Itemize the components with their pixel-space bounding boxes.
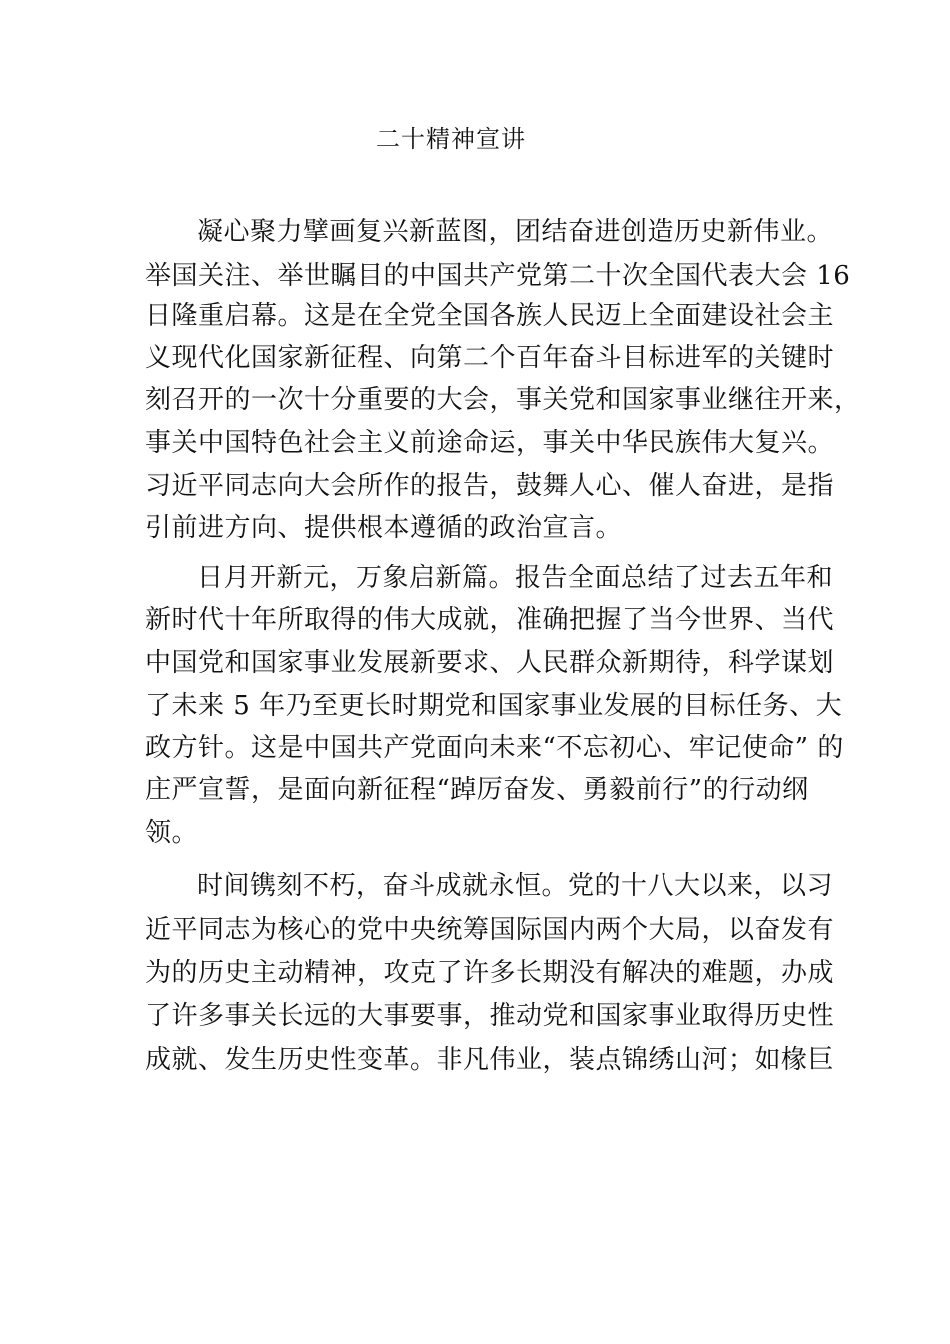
text-line-18: 为的历史主动精神，攻克了许多长期没有解决的难题，办成 <box>145 958 835 988</box>
text-line-5: 刻召开的一次十分重要的大会，事关党和国家事业继往开来， <box>145 385 861 415</box>
text-line-6: 事关中国特色社会主义前途命运，事关中华民族伟大复兴。 <box>145 428 835 458</box>
text-line-10: 新时代十年所取得的伟大成就，准确把握了当今世界、当代 <box>145 605 835 635</box>
text-line-13: 政方针。这是中国共产党面向未来“不忘初心、牢记使命” 的 <box>145 733 844 763</box>
text-line-2: 举国关注、举世瞩目的中国共产党第二十次全国代表大会 16 <box>145 261 851 291</box>
text-line-19: 了许多事关长远的大事要事，推动党和国家事业取得历史性 <box>145 1001 835 1031</box>
text-line-1: 凝心聚力擘画复兴新蓝图，团结奋进创造历史新伟业。 <box>197 217 834 247</box>
text-line-4: 义现代化国家新征程、向第二个百年奋斗目标进军的关键时 <box>145 343 835 373</box>
text-line-20: 成就、发生历史性变革。非凡伟业，装点锦绣山河；如椽巨 <box>145 1045 835 1075</box>
text-line-3: 日隆重启幕。这是在全党全国各族人民迈上全面建设社会主 <box>145 301 835 331</box>
text-line-16: 时间镌刻不朽，奋斗成就永恒。党的十八大以来，以习 <box>197 871 834 901</box>
text-line-8: 引前进方向、提供根本遵循的政治宣言。 <box>145 513 623 543</box>
text-line-12: 了未来 5 年乃至更长时期党和国家事业发展的目标任务、大 <box>145 691 843 721</box>
text-line-11: 中国党和国家事业发展新要求、人民群众新期待，科学谋划 <box>145 648 835 678</box>
document-title: 二十精神宣讲 <box>376 125 526 153</box>
text-line-14: 庄严宣誓，是面向新征程“踔厉奋发、勇毅前行”的行动纲 <box>145 775 809 805</box>
text-line-7: 习近平同志向大会所作的报告，鼓舞人心、催人奋进，是指 <box>145 471 835 501</box>
text-line-9: 日月开新元，万象启新篇。报告全面总结了过去五年和 <box>197 563 834 593</box>
text-line-15: 领。 <box>145 818 199 848</box>
text-line-17: 近平同志为核心的党中央统筹国际国内两个大局，以奋发有 <box>145 915 835 945</box>
